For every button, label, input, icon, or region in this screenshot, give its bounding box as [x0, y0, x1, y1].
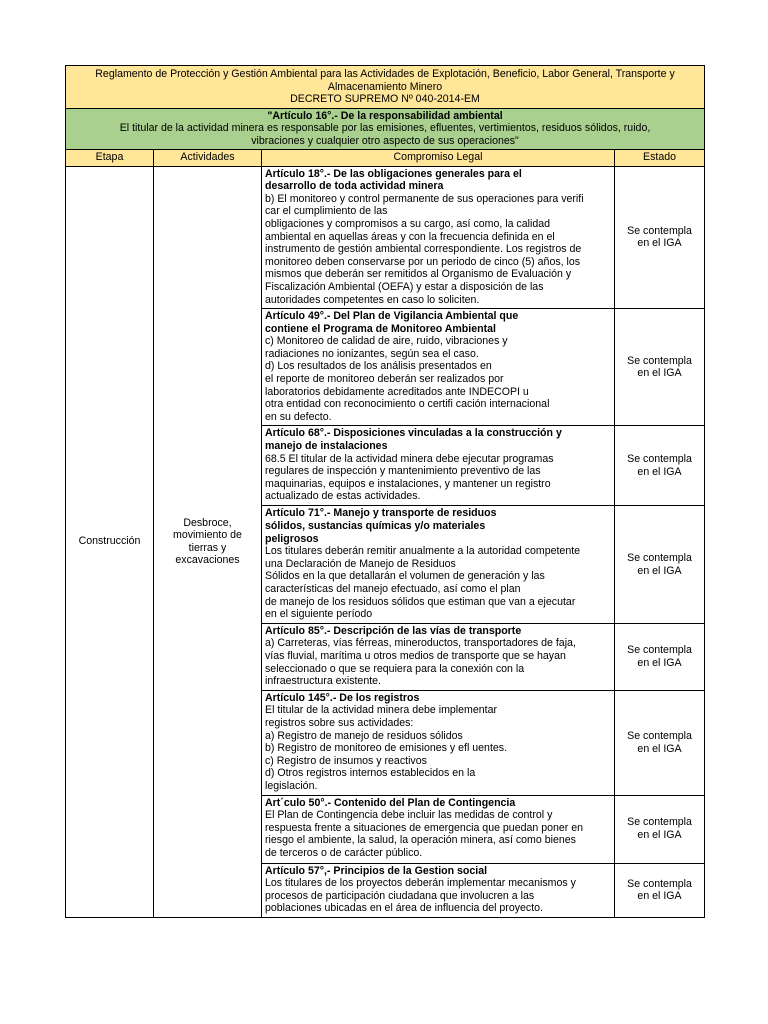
article-text: otra entidad con reconocimiento o certifi cación internacional	[265, 398, 550, 411]
article-text: maquinarias, equipos e instalaciones, y mantener un registro	[265, 477, 551, 490]
column-header-etapa: Etapa	[66, 149, 154, 166]
article-text: radiaciones no ionizantes, según sea el caso.	[265, 347, 479, 360]
article-title: Artículo 145°.- De los registros	[265, 691, 420, 704]
article-title: Artículo 85°.- Descripción de las vías de transporte	[265, 624, 522, 637]
estado-cell	[615, 506, 705, 623]
article-title: sólidos, sustancias químicas y/o materiales	[265, 520, 486, 533]
article-16-title: "Artículo 16°.- De la responsabilidad ambiental	[267, 109, 503, 122]
article-16-banner	[66, 108, 705, 149]
article-text: poblaciones ubicadas en el área de influencia del proyecto.	[265, 902, 543, 915]
article-text: d) Otros registros internos establecidos en la	[265, 767, 476, 780]
compromiso-cell	[262, 863, 615, 917]
article-text: regulares de inspección y mantenimiento preventivo de las	[265, 465, 541, 478]
article-title: Artículo 49°.- Del Plan de Vigilancia Ambiental que	[265, 310, 519, 323]
article-text: d) Los resultados de los análisis presentados en	[265, 360, 492, 373]
article-text: registros sobre sus actividades:	[265, 716, 414, 729]
estado-text: en el IGA	[637, 656, 682, 669]
estado-text: Se contempla	[627, 552, 692, 565]
article-text: a) Registro de manejo de residuos sólidos	[265, 729, 463, 742]
compromiso-cell	[262, 795, 615, 863]
estado-text: en el IGA	[637, 465, 682, 478]
article-text: El titular de la actividad minera debe implementar	[265, 704, 498, 717]
article-16-text: El titular de la actividad minera es responsable por las emisiones, efluentes, vertimientos, residuos sólidos, ruido,	[119, 122, 651, 135]
article-text: de manejo de los residuos sólidos que estiman que van a ejecutar	[265, 595, 576, 608]
article-text: Fiscalización Ambiental (OEFA) y estar a disposición de las	[265, 280, 544, 293]
article-text: vías fluvial, marítima u otros medios de transporte que se hayan	[265, 649, 566, 662]
compromiso-cell	[262, 166, 615, 309]
column-header-compromiso: Compromiso Legal	[262, 149, 615, 166]
actividades-line: tierras y	[188, 541, 227, 554]
column-header-estado: Estado	[615, 149, 705, 166]
estado-text: Se contempla	[627, 224, 692, 237]
estado-text: Se contempla	[627, 877, 692, 890]
article-title: Artículo 68°.- Disposiciones vinculadas a la construcción y	[265, 427, 562, 440]
article-text: procesos de participación ciudadana que involucren a las	[265, 889, 535, 902]
regulation-title-row	[66, 66, 705, 109]
article-text: de terceros o de carácter público.	[265, 846, 423, 859]
compliance-table	[65, 65, 705, 918]
article-text: car el cumplimiento de las	[265, 205, 388, 218]
estado-text: en el IGA	[637, 237, 682, 250]
estado-text: Se contempla	[627, 816, 692, 829]
article-text: El Plan de Contingencia debe incluir las medidas de control y	[265, 809, 553, 822]
article-title: Artículo 71°.- Manejo y transporte de residuos	[265, 507, 497, 520]
article-text: b) El monitoreo y control permanente de sus operaciones para verifi	[265, 192, 584, 205]
regulation-title-line: DECRETO SUPREMO Nº 040-2014-EM	[290, 93, 480, 106]
article-text: actualizado de estas actividades.	[265, 490, 421, 503]
article-text: riesgo el ambiente, la salud, la operación minera, así como bienes	[265, 834, 576, 847]
compromiso-cell	[262, 309, 615, 426]
article-text: Sólidos en la que detallarán el volumen de generación y las	[265, 570, 545, 583]
actividades-line: movimiento de	[173, 529, 242, 542]
estado-cell	[615, 309, 705, 426]
article-text: a) Carreteras, vías férreas, mineroductos, transportadores de faja,	[265, 637, 576, 650]
estado-text: Se contempla	[627, 644, 692, 657]
article-title: peligrosos	[265, 532, 319, 545]
article-text: mismos que deberán ser remitidos al Organismo de Evaluación y	[265, 268, 572, 281]
estado-text: en el IGA	[637, 367, 682, 380]
estado-text: en el IGA	[637, 890, 682, 903]
article-text: una Declaración de Manejo de Residuos	[265, 557, 456, 570]
article-16-text: vibraciones y cualquier otro aspecto de sus operaciones"	[251, 134, 519, 147]
actividades-cell	[154, 166, 262, 917]
estado-cell	[615, 166, 705, 309]
estado-cell	[615, 795, 705, 863]
article-title: contiene el Programa de Monitoreo Ambiental	[265, 322, 496, 335]
article-text: el reporte de monitoreo deberán ser realizados por	[265, 373, 504, 386]
estado-text: en el IGA	[637, 829, 682, 841]
article-text: seleccionado o que se requiera para la conexión con la	[265, 662, 525, 675]
regulation-title-line: Almacenamiento Minero	[327, 80, 443, 93]
article-text: infraestructura existente.	[265, 675, 381, 688]
article-text: autoridades competentes en caso lo soliciten.	[265, 293, 480, 306]
estado-text: Se contempla	[627, 354, 692, 367]
article-title: Art´culo 50°.- Contenido del Plan de Contingencia	[265, 796, 516, 809]
article-text: ambiental en aquellas áreas y con la frecuencia definida en el	[265, 230, 555, 243]
column-header-actividades: Actividades	[154, 149, 262, 166]
article-title: manejo de instalaciones	[265, 440, 388, 453]
article-text: características del manejo efectuado, así como el plan	[265, 583, 521, 595]
compromiso-cell	[262, 426, 615, 506]
article-text: respuesta frente a situaciones de emergencia que puedan poner en	[265, 821, 584, 834]
article-text: en su defecto.	[265, 410, 332, 423]
estado-text: en el IGA	[637, 742, 682, 755]
regulation-title	[66, 66, 705, 109]
compromiso-cell	[262, 506, 615, 623]
article-text: Los titulares de los proyectos deberán implementar mecanismos y	[265, 877, 576, 890]
article-title: Artículo 57°,- Principios de la Gestion social	[265, 864, 488, 877]
compromiso-cell	[262, 690, 615, 795]
estado-text: Se contempla	[627, 453, 692, 466]
etapa-cell: Construcción	[66, 166, 154, 917]
estado-text: Se contempla	[627, 730, 692, 743]
estado-cell	[615, 426, 705, 506]
article-text: b) Registro de monitoreo de emisiones y efl uentes.	[265, 742, 508, 755]
article-text: c) Monitoreo de calidad de aire, ruido, vibraciones y	[265, 335, 508, 348]
article-text: 68.5 El titular de la actividad minera debe ejecutar programas	[265, 452, 554, 465]
article-text: legislación.	[265, 779, 318, 792]
article-16-row	[66, 108, 705, 149]
article-text: laboratorios debidamente acreditados ante INDECOPI u	[265, 385, 529, 398]
article-text: Los titulares deberán remitir anualmente a la autoridad competente	[265, 545, 581, 558]
estado-cell	[615, 623, 705, 690]
regulation-title-line: Reglamento de Protección y Gestión Ambiental para las Actividades de Explotación, Beneficio, Labor General, Transporte y	[95, 68, 675, 80]
estado-text: en el IGA	[637, 564, 682, 577]
article-text: en el siguiente período	[265, 608, 373, 621]
article-text: c) Registro de insumos y reactivos	[265, 754, 427, 767]
table-row	[66, 166, 705, 309]
actividades-line: Desbroce,	[183, 516, 232, 529]
estado-cell	[615, 690, 705, 795]
article-title: Artículo 18°.- De las obligaciones generales para el	[265, 167, 522, 180]
estado-cell	[615, 863, 705, 917]
compromiso-cell	[262, 623, 615, 690]
article-text: instrumento de gestión ambiental correspondiente. Los registros de	[265, 243, 582, 256]
article-text: monitoreo deben conservarse por un periodo de cinco (5) años, los	[265, 255, 581, 268]
article-title: desarrollo de toda actividad minera	[265, 180, 444, 193]
column-header-row	[66, 149, 705, 166]
actividades-line: excavaciones	[175, 554, 240, 567]
article-text: obligaciones y compromisos a su cargo, así como, la calidad	[265, 217, 550, 230]
